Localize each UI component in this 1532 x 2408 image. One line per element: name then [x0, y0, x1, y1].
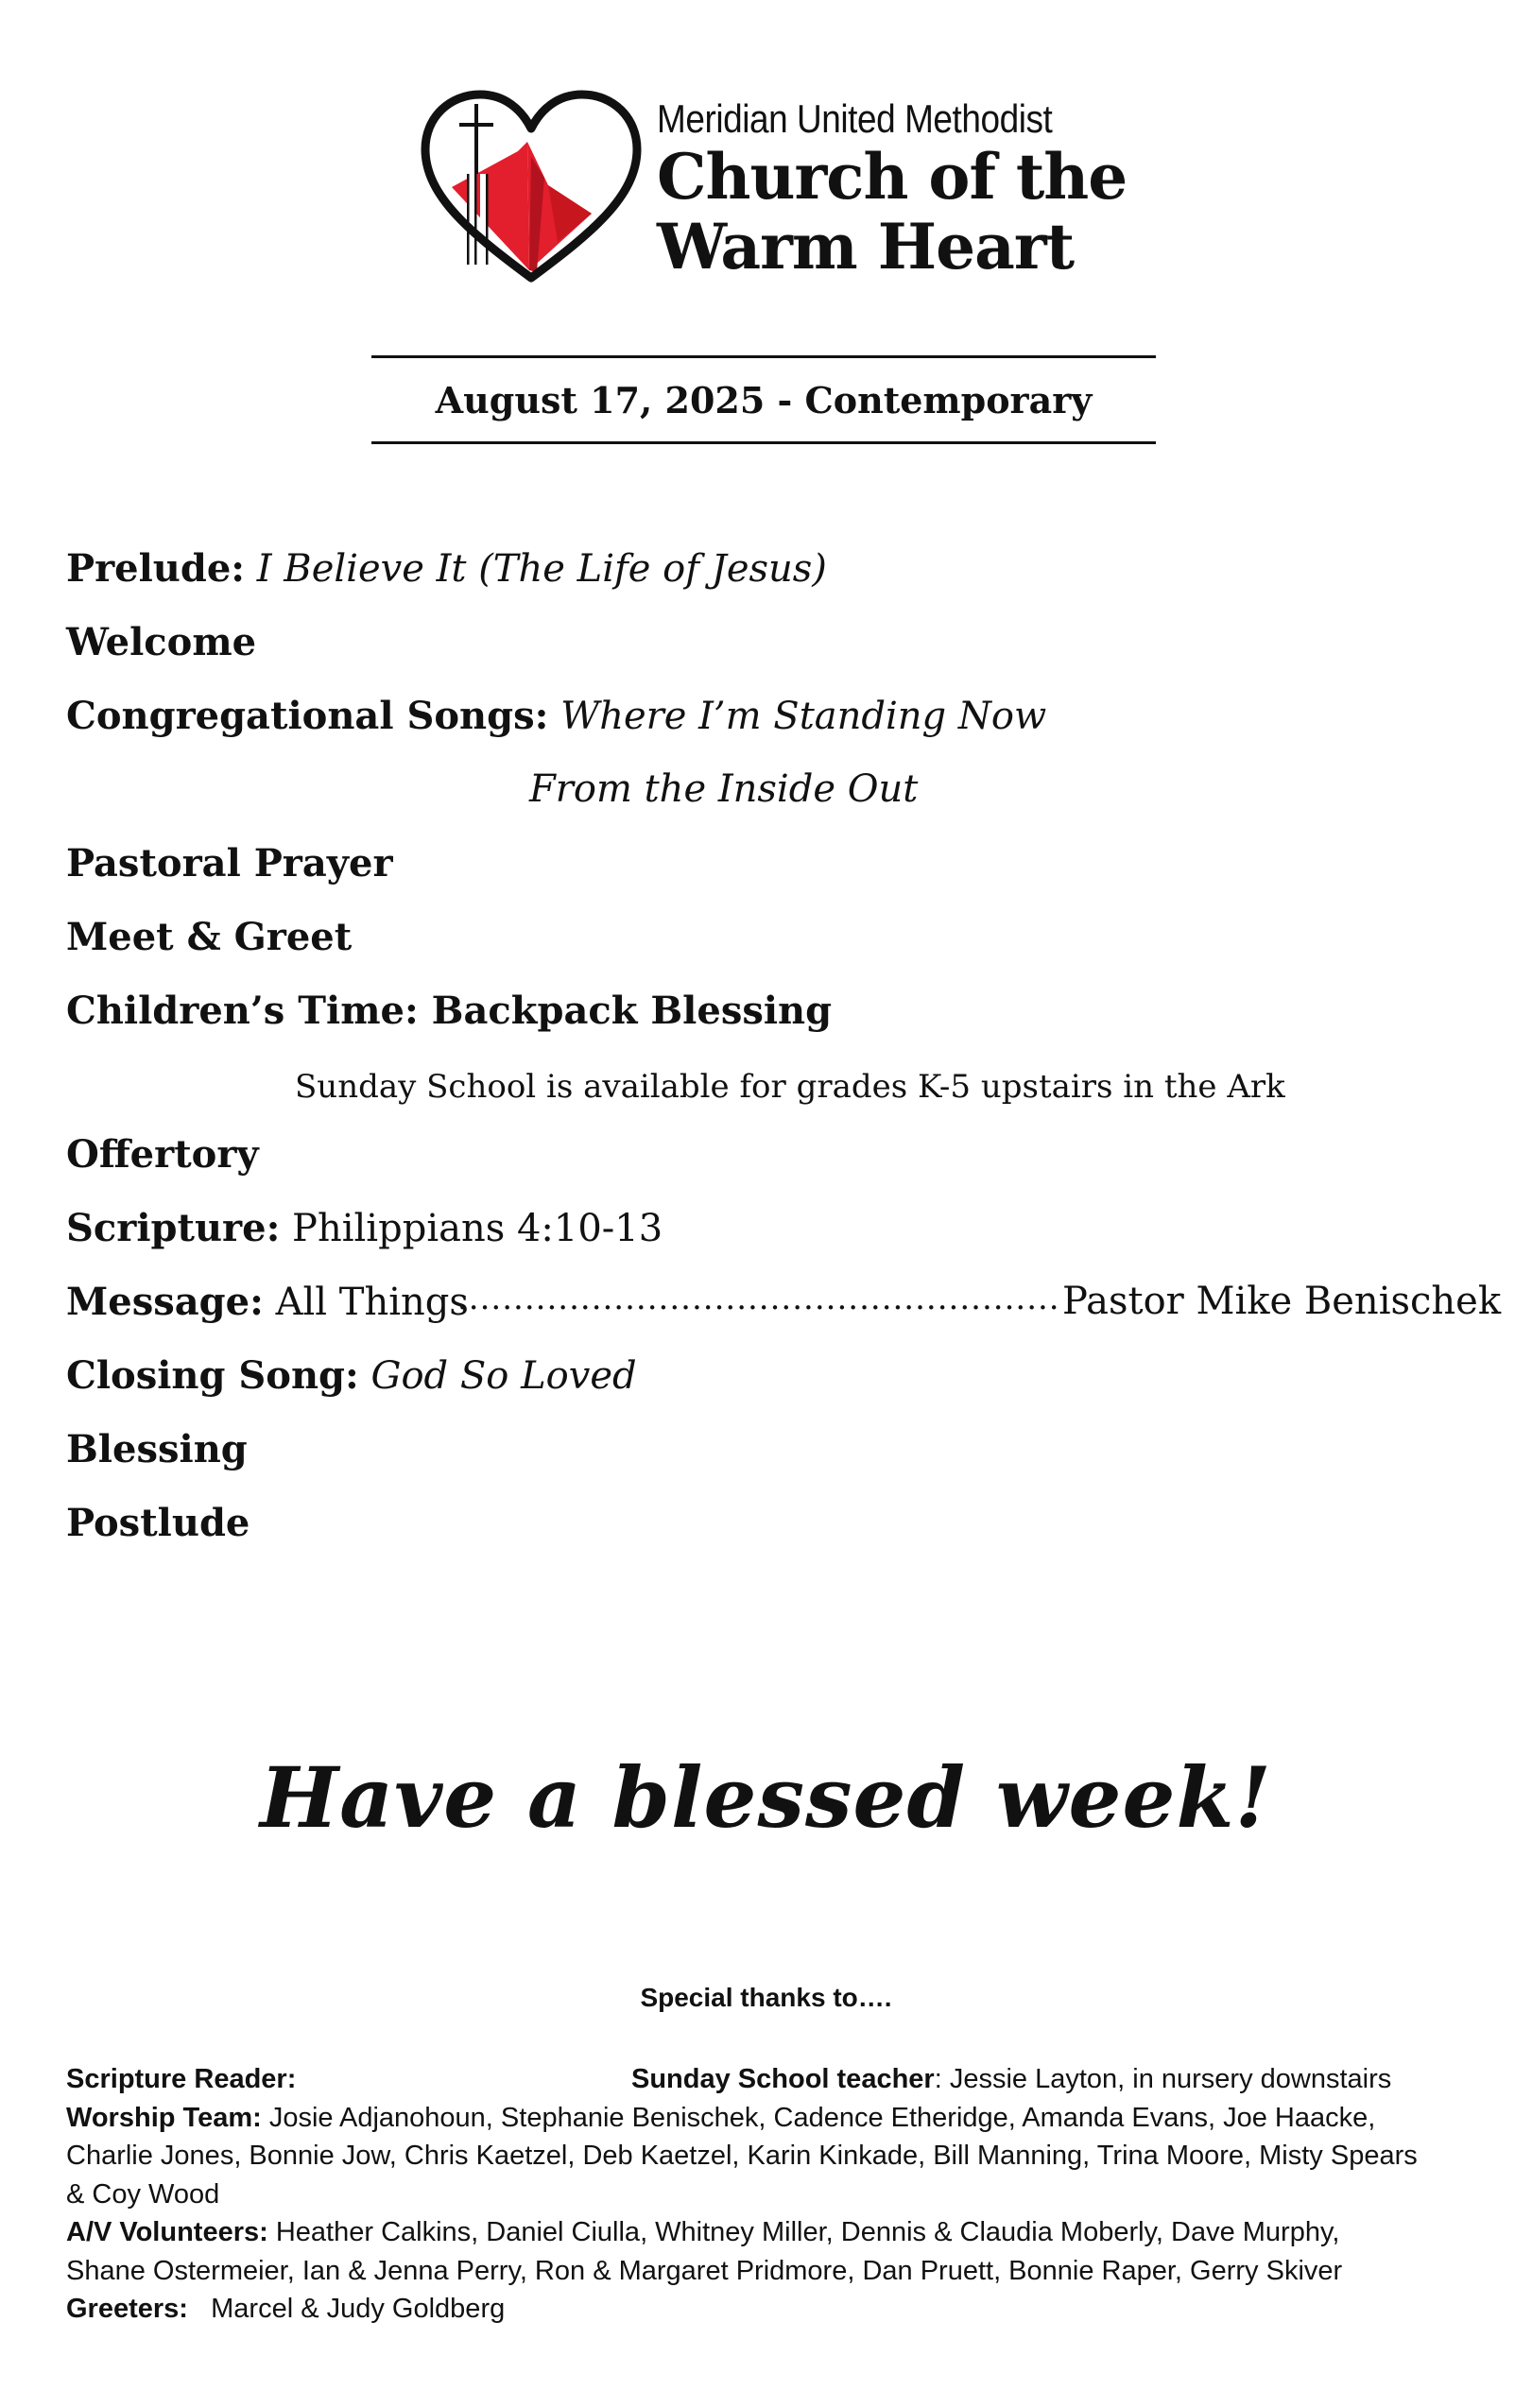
- greeters-names: Marcel & Judy Goldberg: [187, 2294, 506, 2324]
- worship-team-names-1: Josie Adjanohoun, Stephanie Benischek, Cadence Etheridge, Amanda Evans, Joe Haacke,: [261, 2102, 1376, 2133]
- worship-team-names-3: & Coy Wood: [66, 2178, 220, 2210]
- scripture-reader-line: [66, 2060, 1484, 2099]
- worship-team-line-1: [66, 2099, 1484, 2138]
- service-date-banner: [371, 355, 1156, 444]
- prelude-label: Prelude:: [66, 546, 246, 591]
- scripture-label: Scripture:: [66, 1206, 281, 1250]
- songs-row: [66, 694, 1046, 738]
- message-speaker: Pastor Mike Benischek: [1062, 1280, 1502, 1323]
- message-title: All Things: [275, 1281, 469, 1324]
- av-volunteers-line-1: [66, 2213, 1484, 2252]
- childrens-time-row: Children’s Time: Backpack Blessing: [66, 989, 833, 1033]
- closing-song-row: [66, 1353, 637, 1398]
- av-volunteers-names-1: Heather Calkins, Daniel Ciulla, Whitney Miller, Dennis & Claudia Moberly, Dave Murphy,: [267, 2217, 1340, 2247]
- special-thanks-title: Special thanks to….: [640, 1983, 892, 2012]
- greeters-line: [66, 2290, 1484, 2329]
- closing-message: Have a blessed week!: [259, 1748, 1273, 1847]
- sunday-school-note: Sunday School is available for grades K-5 upstairs in the Ark: [295, 1068, 1285, 1106]
- church-name-line3: Warm Heart: [657, 210, 1075, 284]
- greeters-label: Greeters:: [66, 2294, 188, 2324]
- worship-team-names-2: Charlie Jones, Bonnie Jow, Chris Kaetzel, Deb Kaetzel, Karin Kinkade, Bill Manning, Trina Moore, Misty Spears: [66, 2141, 1418, 2171]
- scripture-row: [66, 1206, 663, 1250]
- scripture-reader-label: Scripture Reader:: [66, 2064, 297, 2094]
- closing-song-label: Closing Song:: [66, 1353, 359, 1398]
- welcome-row: Welcome: [66, 620, 257, 664]
- songs-label: Congregational Songs:: [66, 694, 549, 738]
- scripture-reference: Philippians 4:10-13: [292, 1207, 663, 1250]
- prelude-row: [66, 546, 827, 591]
- sunday-school-value: : Jessie Layton, in nursery downstairs: [934, 2064, 1392, 2094]
- church-logo: [416, 83, 1127, 310]
- song-1: Where I’m Standing Now: [560, 695, 1047, 738]
- message-leader-dots: ......................................................: [457, 1280, 1060, 1317]
- postlude-row: Postlude: [66, 1501, 250, 1545]
- song-2: From the Inside Out: [529, 767, 919, 811]
- church-name-line1: Meridian United Methodist: [657, 96, 1053, 141]
- worship-team-label: Worship Team:: [66, 2102, 262, 2133]
- meet-greet-row: Meet & Greet: [66, 915, 353, 959]
- church-name-line2: Church of the: [657, 140, 1127, 214]
- service-date: August 17, 2025 - Contemporary: [435, 378, 1093, 421]
- heart-with-church-icon: [416, 83, 647, 296]
- prelude-title: I Believe It (The Life of Jesus): [256, 547, 827, 591]
- church-name: [657, 96, 1127, 282]
- av-volunteers-label: A/V Volunteers:: [66, 2217, 268, 2247]
- blessing-row: Blessing: [66, 1427, 248, 1471]
- closing-song-title: God So Loved: [370, 1354, 637, 1398]
- message-row: [66, 1280, 469, 1324]
- pastoral-prayer-row: Pastoral Prayer: [66, 841, 393, 886]
- sunday-school-label: Sunday School teacher: [631, 2064, 935, 2094]
- offertory-row: Offertory: [66, 1132, 259, 1177]
- special-thanks-list: [66, 2060, 1484, 2329]
- av-volunteers-names-2: Shane Ostermeier, Ian & Jenna Perry, Ron & Margaret Pridmore, Dan Pruett, Bonnie Raper, Gerry Skiver: [66, 2255, 1343, 2286]
- sunday-school-teacher: [631, 2060, 1391, 2099]
- message-label: Message:: [66, 1280, 264, 1324]
